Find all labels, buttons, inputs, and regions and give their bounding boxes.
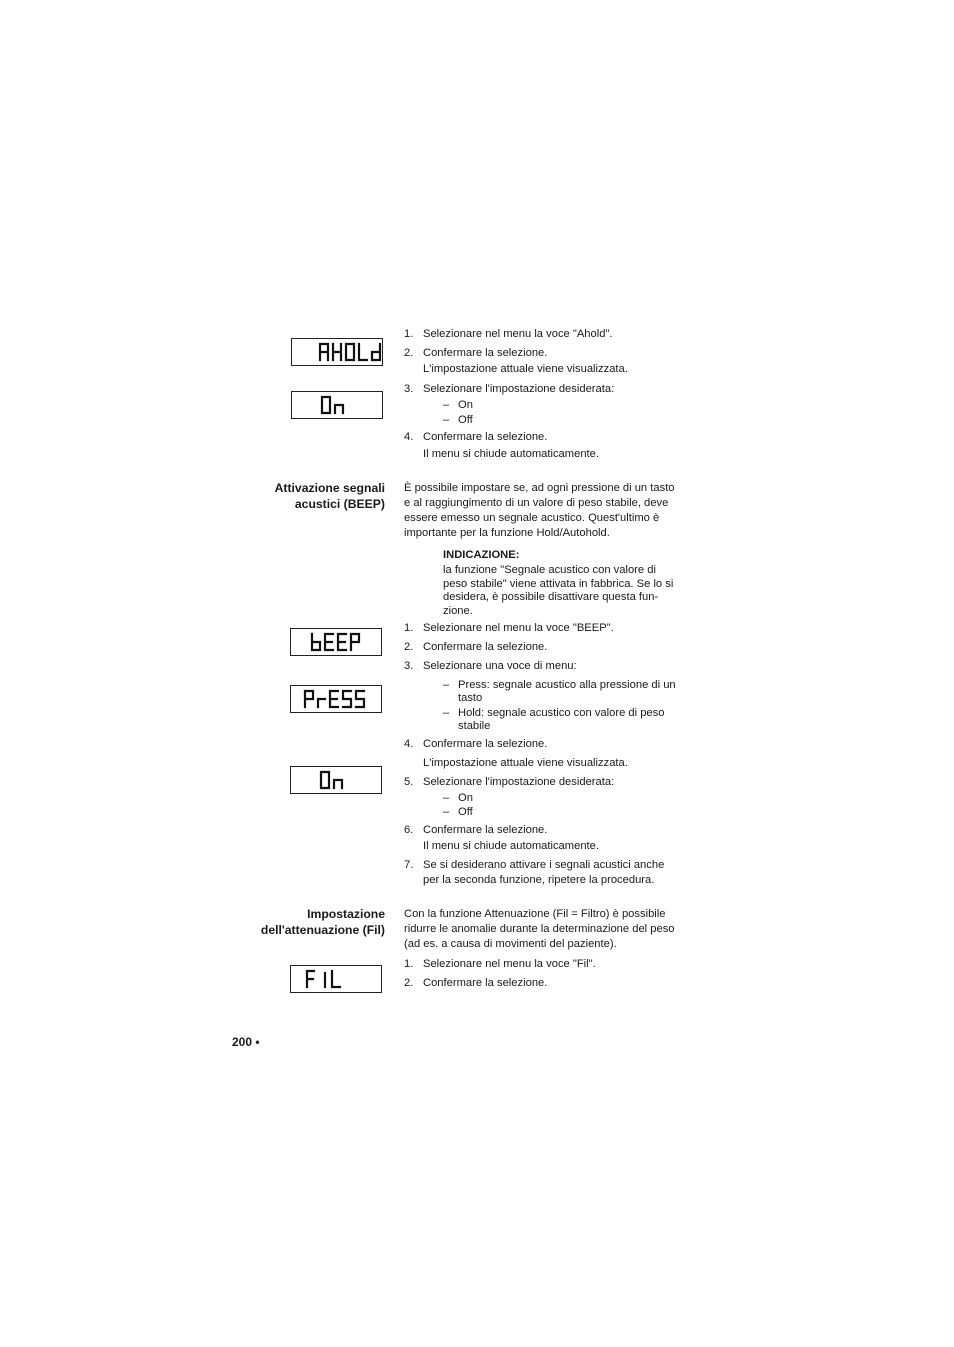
- ahold-option-off: Off: [458, 414, 473, 426]
- ahold-step-2-text: Confermare la selezione.: [423, 347, 548, 359]
- beep-step-3-number: 3.: [404, 660, 414, 672]
- ahold-step-2-number: 2.: [404, 347, 414, 359]
- note-line-4: zione.: [443, 605, 473, 617]
- lcd-glyphs-press: [291, 686, 381, 712]
- beep-step-4-sub: L'impostazione attuale viene visualizzata.: [423, 757, 628, 769]
- beep-option-off: Off: [458, 806, 473, 818]
- lcd-glyphs-fil: [291, 966, 381, 992]
- note-title: INDICAZIONE:: [443, 549, 520, 561]
- ahold-step-4-number: 4.: [404, 431, 414, 443]
- beep-step-4-number: 4.: [404, 738, 414, 750]
- beep-option-dash: –: [443, 707, 450, 719]
- beep-option-press-line-2: tasto: [458, 692, 483, 704]
- beep-step-7-line-2: per la seconda funzione, ripetere la procedura.: [423, 874, 655, 886]
- fil-intro-line-2: ridurre le anomalie durante la determinazione del peso: [404, 923, 675, 935]
- beep-step-2-number: 2.: [404, 641, 414, 653]
- lcd-display-beep: [290, 628, 382, 656]
- beep-option-dash: –: [443, 792, 450, 804]
- beep-step-1-text: Selezionare nel menu la voce "BEEP".: [423, 622, 614, 634]
- ahold-option-dash: –: [443, 399, 450, 411]
- ahold-option-on: On: [458, 399, 473, 411]
- beep-option-hold-line-1: Hold: segnale acustico con valore di peso: [458, 707, 665, 719]
- beep-intro-line-3: essere emesso un segnale acustico. Quest'ultimo è: [404, 512, 660, 524]
- note-line-3: desidera, è possibile disattivare questa fun-: [443, 591, 659, 603]
- fil-heading-line-2: dell'attenuazione (Fil): [260, 923, 385, 937]
- beep-option-dash: –: [443, 679, 450, 691]
- beep-step-7-number: 7.: [404, 859, 414, 871]
- beep-option-hold-line-2: stabile: [458, 720, 491, 732]
- ahold-step-3-text: Selezionare l'impostazione desiderata:: [423, 383, 615, 395]
- beep-option-on: On: [458, 792, 473, 804]
- fil-intro-line-1: Con la funzione Attenuazione (Fil = Filtro) è possibile: [404, 908, 666, 920]
- lcd-display-press: [290, 685, 382, 713]
- lcd-glyphs-on: [292, 392, 382, 418]
- lcd-glyphs-on-2: [291, 767, 381, 793]
- fil-step-2-number: 2.: [404, 977, 414, 989]
- fil-step-1-text: Selezionare nel menu la voce "Fil".: [423, 958, 596, 970]
- ahold-step-2-sub: L'impostazione attuale viene visualizzata.: [423, 363, 628, 375]
- beep-step-6-number: 6.: [404, 824, 414, 836]
- lcd-display-ahold: [291, 338, 383, 366]
- ahold-step-1-text: Selezionare nel menu la voce "Ahold".: [423, 328, 613, 340]
- beep-step-7-line-1: Se si desiderano attivare i segnali acustici anche: [423, 859, 665, 871]
- beep-step-5-number: 5.: [404, 776, 414, 788]
- ahold-option-dash: –: [443, 414, 450, 426]
- beep-step-3-text: Selezionare una voce di menu:: [423, 660, 577, 672]
- ahold-step-4-sub: Il menu si chiude automaticamente.: [423, 448, 599, 460]
- beep-intro-line-1: È possibile impostare se, ad ogni pressione di un tasto: [404, 482, 675, 494]
- ahold-step-1-number: 1.: [404, 328, 414, 340]
- beep-intro-line-2: e al raggiungimento di un valore di peso stabile, deve: [404, 497, 669, 509]
- fil-step-1-number: 1.: [404, 958, 414, 970]
- beep-option-dash: –: [443, 806, 450, 818]
- beep-intro-line-4: importante per la funzione Hold/Autohold.: [404, 527, 610, 539]
- beep-step-2-text: Confermare la selezione.: [423, 641, 548, 653]
- lcd-display-on: [291, 391, 383, 419]
- lcd-glyphs-ahold: [292, 339, 382, 365]
- beep-heading-line-2: acustici (BEEP): [294, 497, 385, 511]
- lcd-display-on-2: [290, 766, 382, 794]
- ahold-step-3-number: 3.: [404, 383, 414, 395]
- beep-option-press-line-1: Press: segnale acustico alla pressione di un: [458, 679, 676, 691]
- beep-step-6-text: Confermare la selezione.: [423, 824, 548, 836]
- fil-intro-line-3: (ad es. a causa di movimenti del paziente).: [404, 938, 617, 950]
- beep-step-4-text: Confermare la selezione.: [423, 738, 548, 750]
- page-number: 200 •: [232, 1035, 260, 1049]
- beep-step-1-number: 1.: [404, 622, 414, 634]
- beep-step-6-sub: Il menu si chiude automaticamente.: [423, 840, 599, 852]
- fil-step-2-text: Confermare la selezione.: [423, 977, 548, 989]
- note-line-2: peso stabile" viene attivata in fabbrica. Se lo si: [443, 578, 674, 590]
- beep-step-5-text: Selezionare l'impostazione desiderata:: [423, 776, 615, 788]
- lcd-display-fil: [290, 965, 382, 993]
- lcd-glyphs-beep: [291, 629, 381, 655]
- note-line-1: la funzione "Segnale acustico con valore di: [443, 564, 656, 576]
- beep-heading-line-1: Attivazione segnali: [274, 481, 385, 495]
- fil-heading-line-1: Impostazione: [307, 907, 385, 921]
- ahold-step-4-text: Confermare la selezione.: [423, 431, 548, 443]
